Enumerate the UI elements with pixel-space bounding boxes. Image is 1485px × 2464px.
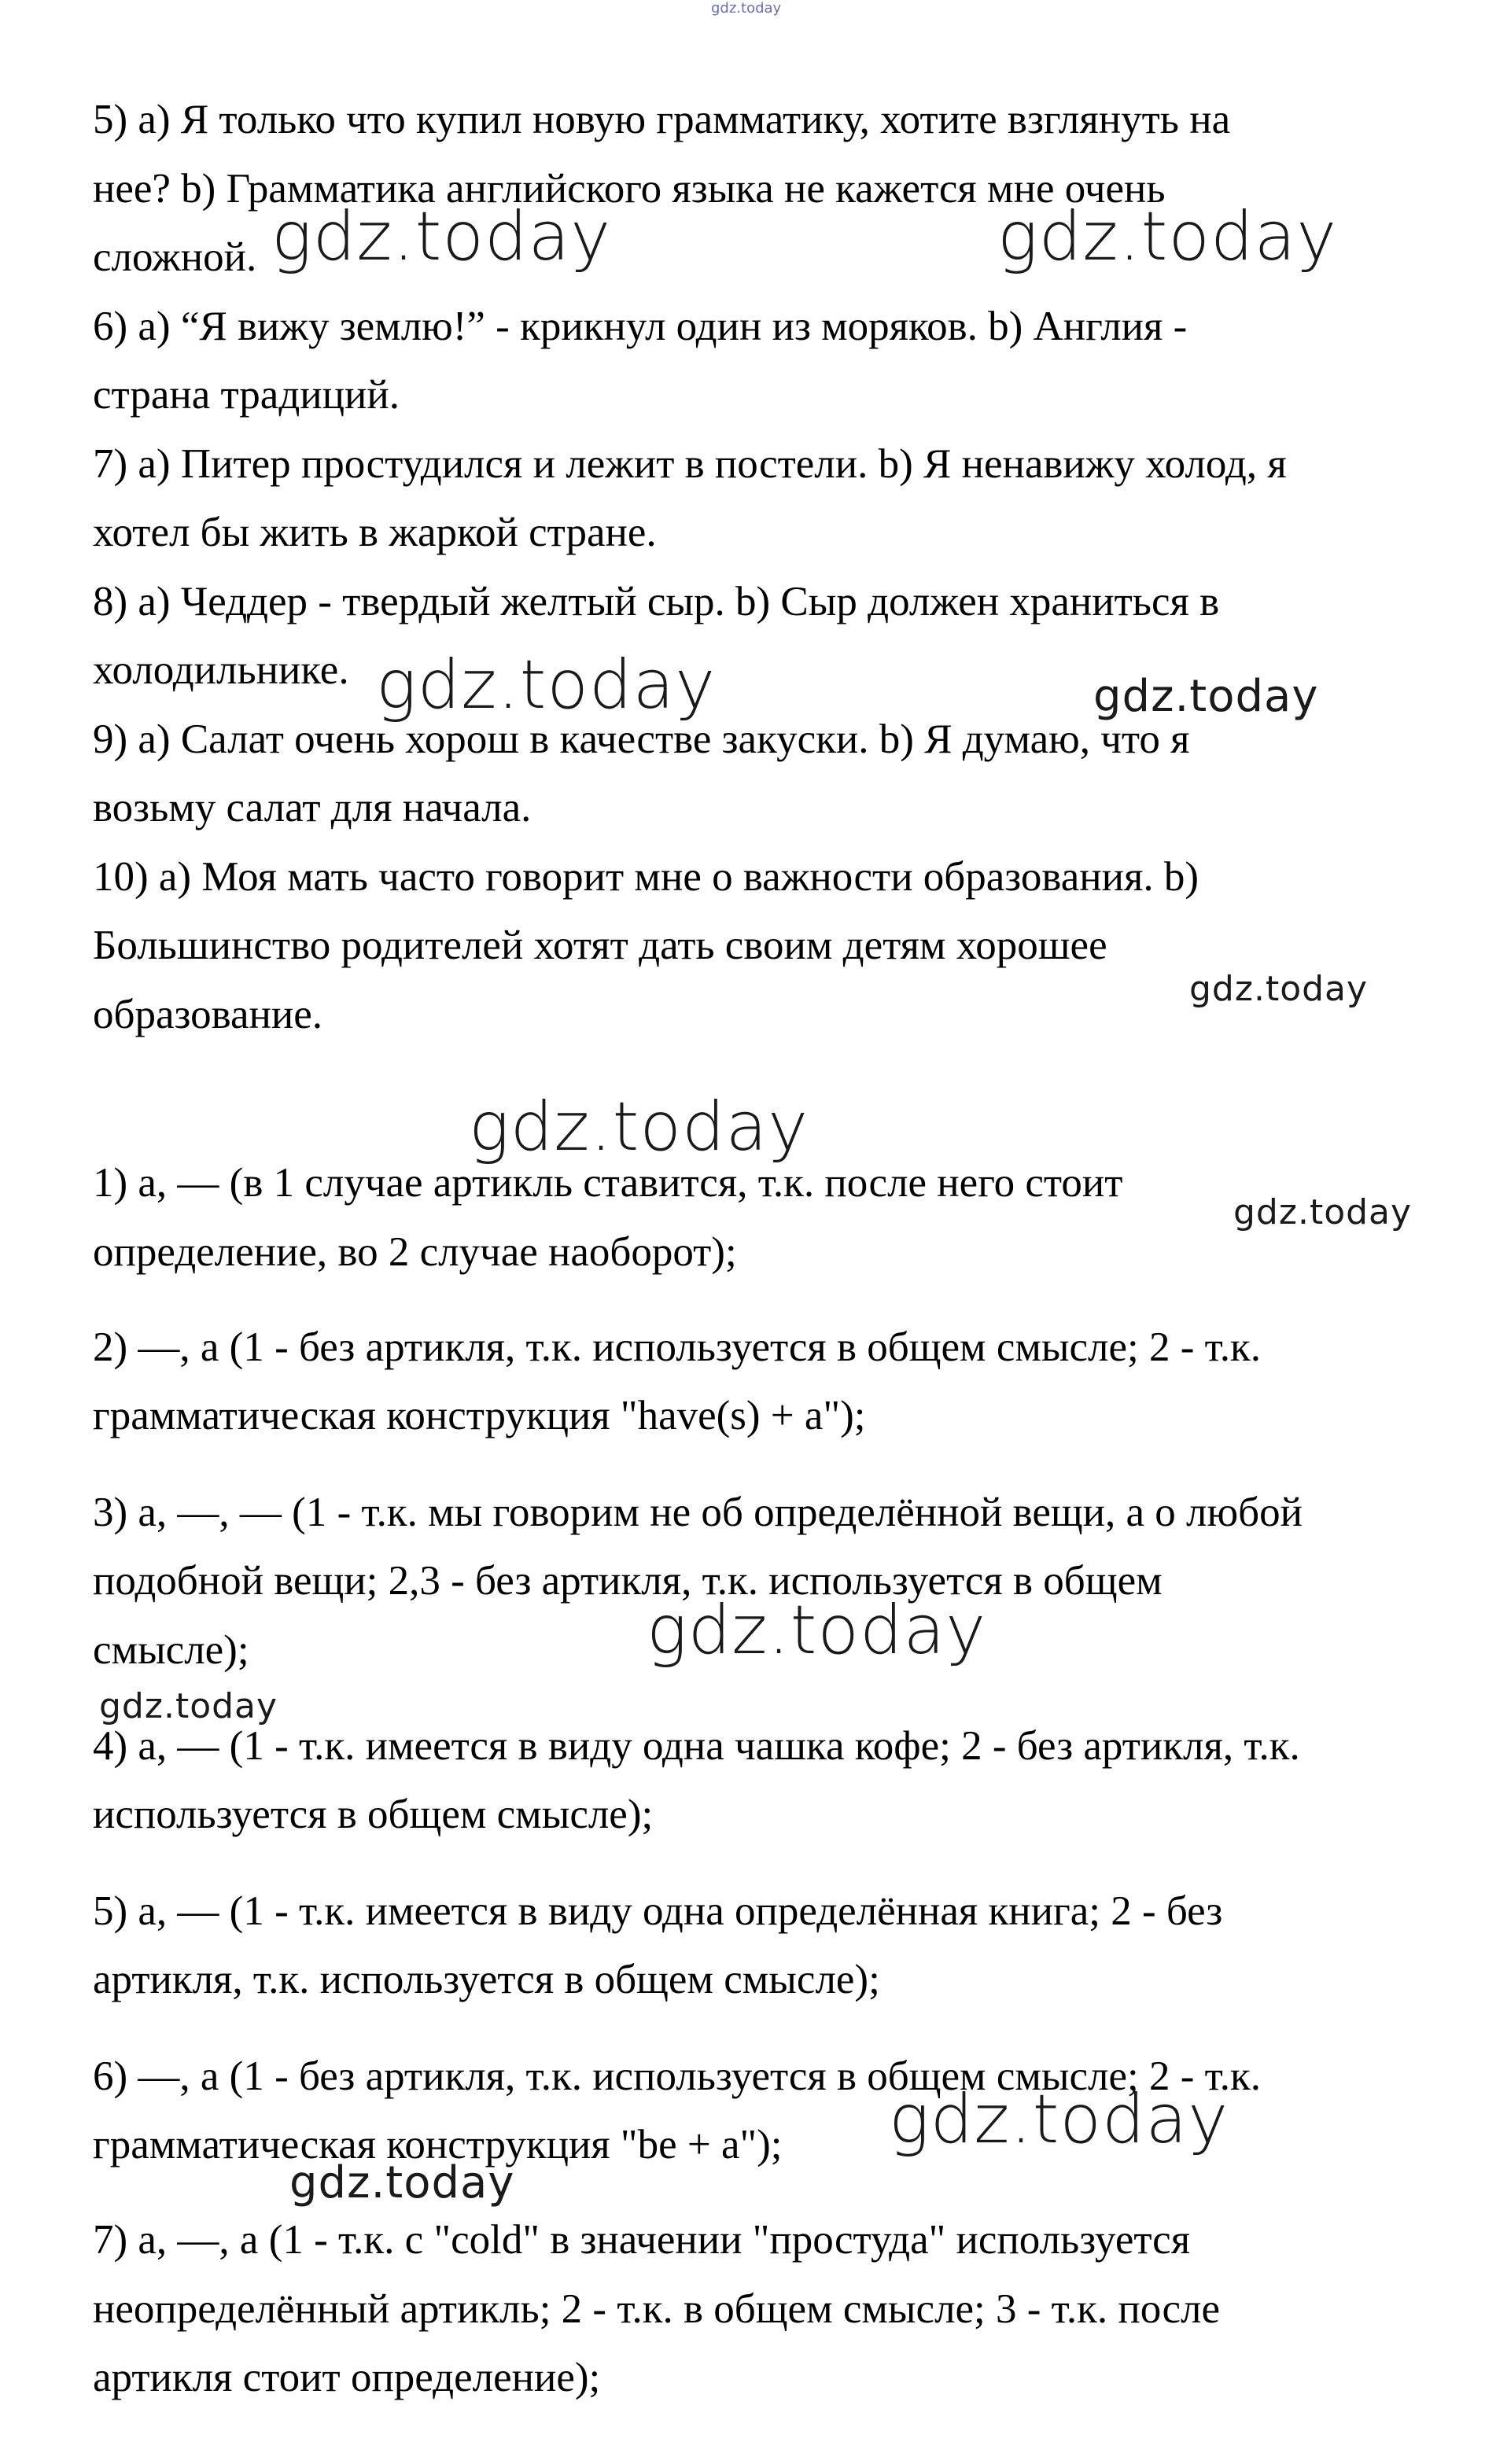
- answer-line: используется в общем смысле);: [93, 1792, 654, 1837]
- translation-line: 5) a) Я только что купил новую грамматику, хотите взглянуть на: [93, 97, 1231, 142]
- translation-line: нее? b) Грамматика английского языка не кажется мне очень: [93, 166, 1166, 212]
- translation-line: 10) a) Моя мать часто говорит мне о важности образования. b): [93, 854, 1199, 900]
- watermark: gdz.today: [376, 646, 717, 724]
- answer-line: 1) a, — (в 1 случае артикль ставится, т.к. после него стоит: [93, 1160, 1123, 1206]
- translation-line: 8) a) Чеддер - твердый желтый сыр. b) Сыр должен храниться в: [93, 579, 1220, 624]
- translation-line: страна традиций.: [93, 372, 400, 418]
- answer-line: 6) —, a (1 - без артикля, т.к. используется в общем смысле; 2 - т.к.: [93, 2053, 1262, 2099]
- answer-line: 3) a, —, — (1 - т.к. мы говорим не об определённой вещи, а о любой: [93, 1490, 1303, 1535]
- watermark: gdz.today: [647, 1591, 987, 1670]
- answer-line: определение, во 2 случае наоборот);: [93, 1229, 737, 1275]
- watermark-header: gdz.today: [711, 0, 782, 17]
- watermark: gdz.today: [997, 197, 1338, 276]
- translation-line: 9) a) Салат очень хорош в качестве закуски. b) Я думаю, что я: [93, 716, 1190, 762]
- watermark: gdz.today: [1093, 671, 1319, 722]
- answer-line: неопределённый артикль; 2 - т.к. в общем смысле; 3 - т.к. после: [93, 2286, 1221, 2332]
- watermark: gdz.today: [271, 197, 612, 276]
- watermark: gdz.today: [469, 1088, 809, 1166]
- answer-line: 2) —, a (1 - без артикля, т.к. используется в общем смысле; 2 - т.к.: [93, 1324, 1262, 1370]
- watermark: gdz.today: [1189, 969, 1369, 1009]
- answer-line: грамматическая конструкция "have(s) + a");: [93, 1393, 866, 1438]
- answer-line: артикля стоит определение);: [93, 2355, 601, 2400]
- answer-line: грамматическая конструкция "be + a");: [93, 2122, 783, 2168]
- answer-line: 5) a, — (1 - т.к. имеется в виду одна определённая книга; 2 - без: [93, 1888, 1223, 1934]
- translation-line: 7) a) Питер простудился и лежит в постели. b) Я ненавижу холод, я: [93, 441, 1287, 487]
- translation-line: Большинство родителей хотят дать своим детям хорошее: [93, 923, 1107, 968]
- translation-line: образование.: [93, 992, 322, 1037]
- translation-line: хотел бы жить в жаркой стране.: [93, 510, 657, 555]
- watermark: gdz.today: [99, 1686, 278, 1726]
- watermark: gdz.today: [889, 2080, 1229, 2159]
- answer-line: артикля, т.к. используется в общем смысле);: [93, 1957, 880, 2002]
- answer-line: 7) a, —, a (1 - т.к. с "cold" в значении "простуда" используется: [93, 2217, 1191, 2263]
- answer-line: 4) a, — (1 - т.к. имеется в виду одна чашка кофе; 2 - без артикля, т.к.: [93, 1723, 1300, 1769]
- translation-line: сложной.: [93, 234, 257, 280]
- translation-line: возьму салат для начала.: [93, 785, 532, 831]
- answer-line: подобной вещи; 2,3 - без артикля, т.к. используется в общем: [93, 1558, 1163, 1604]
- watermark: gdz.today: [289, 2157, 515, 2208]
- answer-line: смысле);: [93, 1627, 249, 1673]
- translation-line: 6) a) “Я вижу землю!” - крикнул один из моряков. b) Англия -: [93, 304, 1188, 349]
- watermark: gdz.today: [1233, 1192, 1413, 1232]
- translation-line: холодильнике.: [93, 647, 349, 693]
